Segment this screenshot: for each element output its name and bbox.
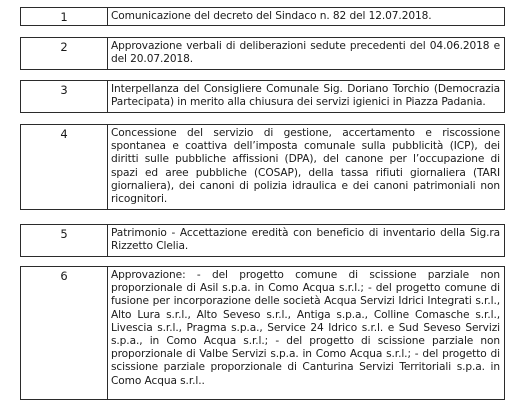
agenda-item-text: Approvazione verbali di deliberazioni sedute precedenti del 04.06.2018 e del 20.07.2018. bbox=[111, 40, 500, 66]
agenda-item-number: 1 bbox=[21, 8, 108, 25]
agenda-row-1 bbox=[20, 7, 505, 26]
agenda-item-number: 6 bbox=[21, 267, 108, 399]
agenda-row-5 bbox=[20, 224, 505, 257]
agenda-row-2 bbox=[20, 37, 505, 70]
agenda-item-text: Interpellanza del Consigliere Comunale Sig. Doriano Torchio (Democrazia Partecipata) in merito alla chiusura dei servizi igienici in Piazza Padania. bbox=[111, 83, 500, 109]
agenda-item-number: 4 bbox=[21, 125, 108, 209]
agenda-row-3 bbox=[20, 80, 505, 113]
agenda-item-text: Comunicazione del decreto del Sindaco n. 82 del 12.07.2018. bbox=[111, 10, 432, 22]
agenda-item-text: Approvazione: - del progetto comune di scissione parziale non proporzionale di Asil s.p.a. in Como Acqua s.r.l.; - del progetto comune di fusione per incorporazione delle società Acqua Servizi Idrici Integrati s.r.l., Alto Lura s.r.l., Alto Seveso s.r.l., Antiga s.p.a., Colline Comasche s.r.l., Livescia s.r.l., Pragma s.p.a., Service 24 Idrico s.r.l. e Sud Seveso Servizi s.p.a., in Como Acqua s.r.l.; - del progetto di scissione parziale non proporzionale di Valbe Servizi s.p.a. in Como Acqua s.r.l.; - del progetto di scissione parziale proporzionale di Canturina Servizi Territoriali s.p.a. in Como Acqua s.r.l.. bbox=[111, 269, 500, 387]
agenda-row-4 bbox=[20, 124, 505, 210]
agenda-item-text: Patrimonio - Accettazione eredità con beneficio di inventario della Sig.ra Rizzetto Clelia. bbox=[111, 227, 500, 253]
agenda-item-text: Concessione del servizio di gestione, accertamento e riscossione spontanea e coattiva dell’imposta comunale sulla pubblicità (ICP), dei diritti sulle pubbliche affissioni (DPA), del canone per l’occupazione di spazi ed aree pubbliche (COSAP), della tassa rifiuti giornaliera (TARI giornaliera), dei canoni di polizia idraulica e dei canoni patrimoniali non ricognitori. bbox=[111, 127, 500, 206]
agenda-row-6 bbox=[20, 266, 505, 400]
agenda-item-number: 3 bbox=[21, 81, 108, 112]
agenda-item-number: 2 bbox=[21, 38, 108, 69]
agenda-item-number: 5 bbox=[21, 225, 108, 256]
